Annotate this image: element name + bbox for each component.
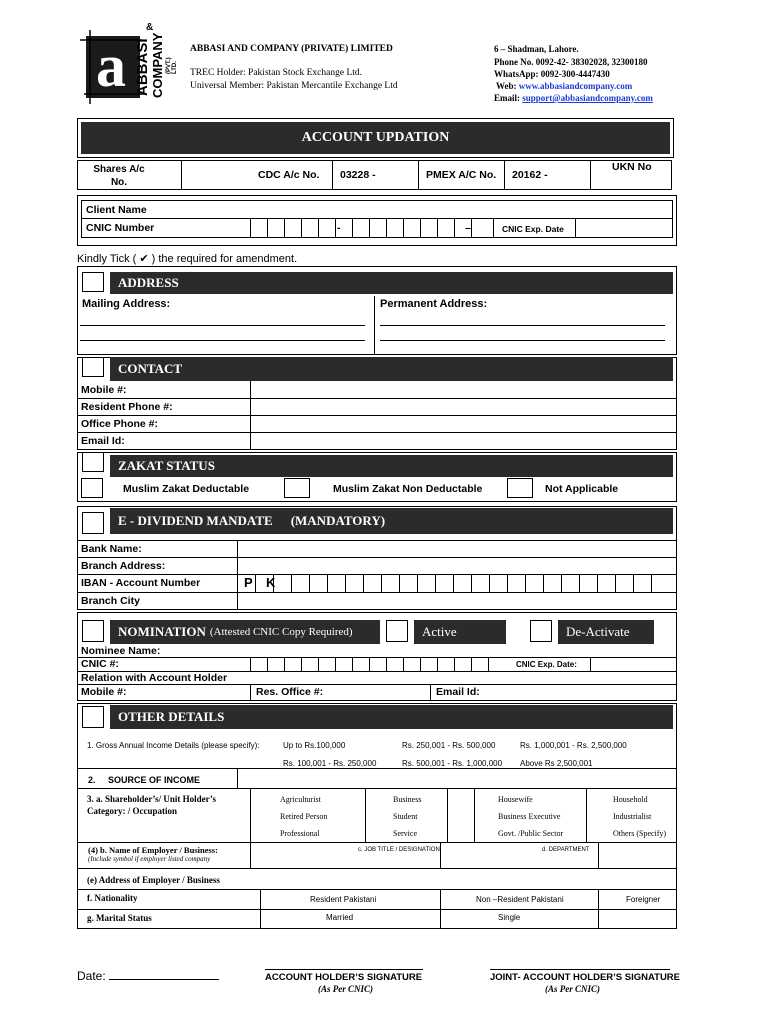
iban-label: IBAN - Account Number [81,577,201,589]
email-id-label: Email Id: [81,435,125,447]
zakat-non-deductable-box[interactable] [284,478,310,498]
entry-cell[interactable] [352,657,369,671]
nominee-mobile-label: Mobile #: [81,686,127,698]
category-option[interactable]: Business Executive [498,812,561,821]
income-opt-5[interactable]: Rs. 500,001 - Rs. 1,000,000 [402,759,503,768]
entry-cell[interactable] [435,574,453,592]
nominee-cnic-exp-label: CNIC Exp. Date: [516,660,577,669]
nominee-cnic-cells[interactable] [250,657,510,671]
income-opt-6[interactable]: Above Rs 2,500,001 [520,759,593,768]
entry-cell[interactable] [273,574,291,592]
shares-ac-label: Shares A/c No. [93,164,145,188]
website: Web: www.abbasiandcompany.com [496,81,633,91]
income-opt-3[interactable]: Rs. 1,000,001 - Rs. 2,500,000 [520,741,627,750]
cnic-dash-2: – [465,222,471,234]
category-divider [447,788,448,842]
income-label: 1. Gross Annual Income Details (please specify): [87,741,260,750]
logo-word-abbasi: ABBASI [134,38,151,96]
entry-cell[interactable] [369,657,386,671]
dividend-checkbox[interactable] [82,512,104,534]
entry-cell[interactable] [363,574,381,592]
zakat-deductable-box[interactable] [81,478,103,498]
logo-ampersand: & [146,22,154,33]
category-label: 3. a. Shareholder’s/ Unit Holder’s Category: / Occupation [87,794,216,816]
entry-cell[interactable] [437,218,454,238]
mailing-address-line-1[interactable] [80,325,365,326]
marital-single[interactable]: Single [498,913,521,922]
nationality-non-resident[interactable]: Non –Resident Pakistani [476,895,564,904]
ukn-label: UKN No [612,161,652,173]
nominee-email-label: Email Id: [436,686,480,698]
cdc-ac-label: CDC A/c No. [258,169,320,181]
entry-cell[interactable] [615,574,633,592]
nationality-resident[interactable]: Resident Pakistani [310,895,377,904]
address-checkbox[interactable] [82,272,104,292]
title-frame [77,118,674,158]
date-field[interactable]: Date: [77,969,219,983]
category-divider [365,788,366,842]
mailing-address-line-2[interactable] [80,340,365,341]
category-option[interactable]: Professional [280,829,320,838]
category-option[interactable]: Govt. /Public Sector [498,829,564,838]
employer-note: (Include symbol if employer listed company [88,855,211,863]
nomination-checkbox[interactable] [82,620,104,642]
nationality-label: f. Nationality [87,893,138,903]
entry-cell[interactable] [489,574,507,592]
logo-letter: a [96,33,126,99]
category-option[interactable]: Retired Person [280,812,328,821]
res-office-label: Res. Office #: [256,686,324,698]
permanent-address-line-2[interactable] [380,340,665,341]
phone-numbers: Phone No. 0092-42- 38302028, 32300180 [494,57,648,67]
mailing-address-label: Mailing Address: [82,298,171,310]
cnic-dash-1: - [337,222,341,234]
entry-cell[interactable] [543,574,561,592]
contact-header: CONTACT [110,357,673,381]
resident-phone-label: Resident Phone #: [81,401,173,413]
zakat-header: ZAKAT STATUS [110,455,673,477]
email-link[interactable]: support@abbasiandcompany.com [522,93,653,103]
nomination-active-checkbox[interactable] [386,620,408,642]
entry-cell[interactable] [318,657,335,671]
relation-label: Relation with Account Holder [81,672,228,684]
company-logo [80,22,180,106]
entry-cell[interactable] [309,574,327,592]
entry-cell[interactable] [267,218,284,238]
employer-address-label: (e) Address of Employer / Business [87,875,220,885]
entry-cell[interactable] [386,657,403,671]
entry-cell[interactable] [250,657,267,671]
nomination-active-label: Active [414,620,506,644]
client-name-input[interactable] [250,200,673,218]
branch-city-label: Branch City [81,595,140,607]
entry-cell[interactable] [454,657,471,671]
category-grid [250,788,673,842]
entry-cell[interactable] [386,218,403,238]
entry-cell[interactable] [284,657,301,671]
cnic-exp-label: CNIC Exp. Date [502,224,564,234]
office-address: 6 – Shadman, Lahore. [494,44,579,54]
page-title: ACCOUNT UPDATION [81,122,670,154]
amendment-instruction: Kindly Tick ( ✔ ) the required for amendment. [77,253,298,265]
entry-cell[interactable] [403,218,420,238]
entry-cell[interactable] [417,574,435,592]
entry-cell[interactable] [250,218,267,238]
entry-cell[interactable] [399,574,417,592]
universal-member: Universal Member: Pakistan Mercantile Exchange Ltd [190,81,398,91]
marital-status-label: g. Marital Status [87,913,152,923]
cnic-number-label: CNIC Number [86,222,155,234]
entry-cell[interactable] [561,574,579,592]
category-option[interactable]: Housewife [498,795,533,804]
zakat-not-applicable-label: Not Applicable [545,483,619,495]
joint-signature-note: (As Per CNIC) [545,984,601,994]
zakat-checkbox[interactable] [82,452,104,472]
category-option[interactable]: Service [393,829,417,838]
pmex-ac-value[interactable]: 20162 - [512,169,548,181]
entry-cell[interactable] [301,218,318,238]
entry-cell[interactable] [507,574,525,592]
income-opt-2[interactable]: Rs. 250,001 - Rs. 500,000 [402,741,496,750]
entry-cell[interactable] [352,218,369,238]
holder-signature-label: ACCOUNT HOLDER’S SIGNATURE [265,972,423,983]
joint-signature-line[interactable] [490,969,670,970]
category-option[interactable]: Household [613,795,648,804]
company-name: ABBASI AND COMPANY (PRIVATE) LIMITED [190,44,393,54]
office-phone-label: Office Phone #: [81,418,159,430]
category-option[interactable]: Others (Specify) [613,829,667,838]
holder-signature-note: (As Per CNIC) [318,984,374,994]
entry-cell[interactable] [420,657,437,671]
trec-holder: TREC Holder: Pakistan Stock Exchange Ltd. [190,68,363,78]
entry-cell[interactable] [579,574,597,592]
iban-p: P [244,575,253,590]
permanent-address-label: Permanent Address: [380,298,488,310]
income-opt-1[interactable]: Up to Rs.100,000 [283,741,346,750]
entry-cell[interactable] [369,218,386,238]
nomination-deactivate-label: De-Activate [558,620,654,644]
entry-cell[interactable] [525,574,543,592]
cdc-ac-value[interactable]: 03228 - [340,169,376,181]
category-option[interactable]: Agriculturist [280,795,321,804]
pmex-ac-label: PMEX A/C No. [426,169,497,181]
nominee-cnic-label: CNIC #: [81,658,119,670]
client-name-label: Client Name [86,204,147,216]
logo-word-company: COMPANY [150,32,165,98]
source-number: 2. [88,775,96,785]
nominee-name-label: Nominee Name: [81,645,161,657]
source-of-income-label: SOURCE OF INCOME [108,775,201,785]
income-opt-4[interactable]: Rs. 100,001 - Rs. 250,000 [283,759,377,768]
zakat-not-applicable-box[interactable] [507,478,533,498]
iban-k: K [266,575,276,590]
category-divider [474,788,475,842]
cnic-cells[interactable] [250,218,493,238]
nationality-foreigner[interactable]: Foreigner [626,895,661,904]
entry-cell[interactable] [403,657,420,671]
website-link[interactable]: www.abbasiandcompany.com [518,81,633,91]
whatsapp-number: WhatsApp: 0092-300-4447430 [494,69,610,79]
job-title-label: c. JOB TITLE / DESIGNATION. [358,847,442,853]
entry-cell[interactable] [267,657,284,671]
entry-cell[interactable] [345,574,363,592]
entry-cell[interactable] [327,574,345,592]
joint-signature-label: JOINT- ACCOUNT HOLDER’S SIGNATURE [490,972,681,983]
iban-cells[interactable] [237,574,673,592]
entry-cell[interactable] [437,657,454,671]
address-header: ADDRESS [110,272,673,294]
entry-cell[interactable] [335,657,352,671]
logo-pvt: (PVT.) LTD. [166,57,178,74]
employer-label: (4) b. Name of Employer / Business: [88,845,218,855]
entry-cell[interactable] [381,574,399,592]
category-option[interactable]: Student [393,812,418,821]
entry-cell[interactable] [284,218,301,238]
category-option[interactable]: Business [393,795,422,804]
permanent-address-line-1[interactable] [380,325,665,326]
other-checkbox[interactable] [82,706,104,728]
entry-cell[interactable] [453,574,471,592]
entry-cell[interactable] [471,218,488,238]
entry-cell[interactable] [471,657,488,671]
entry-cell[interactable] [420,218,437,238]
category-option[interactable]: Industrialist [613,812,652,821]
nomination-deactivate-checkbox[interactable] [530,620,552,642]
email-address: Email: support@abbasiandcompany.com [494,93,653,103]
other-header: OTHER DETAILS [110,705,673,729]
entry-cell[interactable] [651,574,669,592]
entry-cell[interactable] [633,574,651,592]
entry-cell[interactable] [318,218,335,238]
category-divider [586,788,587,842]
zakat-deductable-label: Muslim Zakat Deductable [123,483,250,495]
entry-cell[interactable] [301,657,318,671]
entry-cell[interactable] [597,574,615,592]
entry-cell[interactable] [291,574,309,592]
branch-address-label: Branch Address: [81,560,166,572]
entry-cell[interactable] [488,657,505,671]
marital-married[interactable]: Married [326,913,354,922]
holder-signature-line[interactable] [265,969,423,970]
bank-name-label: Bank Name: [81,543,142,555]
nomination-header: NOMINATION (Attested CNIC Copy Required) [110,620,380,644]
zakat-non-deductable-label: Muslim Zakat Non Deductable [333,483,483,495]
entry-cell[interactable] [471,574,489,592]
mobile-label: Mobile #: [81,384,127,396]
contact-checkbox[interactable] [82,357,104,377]
dividend-header: E - DIVIDEND MANDATE (MANDATORY) [110,508,673,534]
category-divider [250,788,251,842]
department-label: d. DEPARTMENT [542,847,590,853]
